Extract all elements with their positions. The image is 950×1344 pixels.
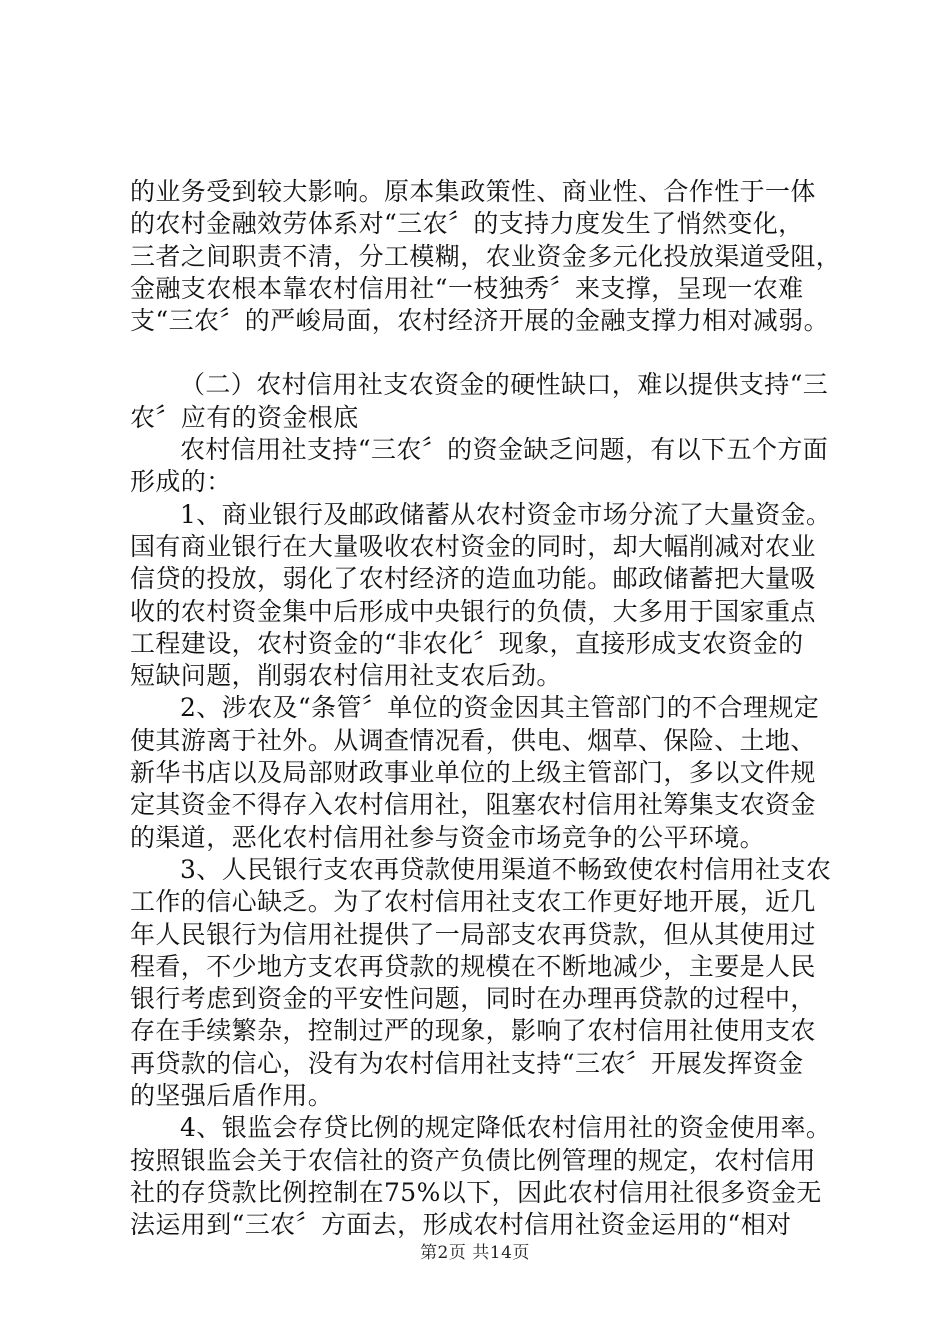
page-footer: 第2页 共14页: [420, 1243, 530, 1263]
text-line: 存在手续繁杂，控制过严的现象，影响了农村信用社使用支农: [130, 1016, 816, 1046]
text-line: 定其资金不得存入农村信用社，阻塞农村信用社筹集支农资金: [130, 790, 816, 820]
text-line: 3、人民银行支农再贷款使用渠道不畅致使农村信用社支农: [180, 854, 832, 884]
text-line: 2、涉农及“条管〞单位的资金因其主管部门的不合理规定: [180, 693, 820, 723]
text-line: 4、银监会存贷比例的规定降低农村信用社的资金使用率。: [180, 1113, 832, 1143]
text-line: 收的农村资金集中后形成中央银行的负债，大多用于国家重点: [130, 596, 816, 626]
text-line: 工程建设，农村资金的“非农化〞现象，直接形成支农资金的: [130, 628, 804, 658]
text-line: 新华书店以及局部财政事业单位的上级主管部门，多以文件规: [130, 758, 816, 788]
text-line: 工作的信心缺乏。为了农村信用社支农工作更好地开展，近几: [130, 887, 816, 917]
text-line: 三者之间职责不清，分工模糊，农业资金多元化投放渠道受阻，: [130, 241, 842, 271]
text-line: 按照银监会关于农信社的资产负债比例管理的规定，农村信用: [130, 1145, 816, 1175]
text-line: 形成的：: [130, 467, 232, 497]
list-item-1: [130, 499, 830, 693]
list-item-4: [130, 1112, 830, 1241]
text-line: 年人民银行为信用社提供了一局部支农再贷款，但从其使用过: [130, 919, 816, 949]
text-line: 的渠道，恶化农村信用社参与资金市场竞争的公平环境。: [130, 822, 766, 852]
heading-line: 农〞应有的资金根底: [130, 402, 359, 432]
text-line: 程看，不少地方支农再贷款的规模在不断地减少，主要是人民: [130, 951, 816, 981]
text-line: 信贷的投放，弱化了农村经济的造血功能。邮政储蓄把大量吸: [130, 564, 816, 594]
text-line: 1、商业银行及邮政储蓄从农村资金市场分流了大量资金。: [180, 499, 832, 529]
text-line: 农村信用社支持“三农〞的资金缺乏问题，有以下五个方面: [180, 435, 829, 465]
text-line: 的坚强后盾作用。: [130, 1081, 334, 1111]
paragraph-continuation: [130, 176, 842, 337]
text-line: 银行考虑到资金的平安性问题，同时在办理再贷款的过程中，: [130, 984, 816, 1014]
text-line: 再贷款的信心，没有为农村信用社支持“三农〞开展发挥资金: [130, 1048, 804, 1078]
text-line: 短缺问题，削弱农村信用社支农后劲。: [130, 661, 562, 691]
text-line: 的农村金融效劳体系对“三农〞的支持力度发生了悄然变化，: [130, 209, 804, 239]
paragraph-gap: [130, 337, 830, 369]
paragraph-intro: [130, 434, 830, 499]
heading-line: （二）农村信用社支农资金的硬性缺口，难以提供支持“三: [180, 370, 829, 400]
document-body: [130, 176, 842, 1242]
text-line: 使其游离于社外。从调查情况看，供电、烟草、保险、土地、: [130, 725, 816, 755]
text-line: 社的存贷款比例控制在75%以下，因此农村信用社很多资金无: [130, 1177, 822, 1207]
text-line: 支“三农〞的严峻局面，农村经济开展的金融支撑力相对减弱。: [130, 306, 829, 336]
text-line: 的业务受到较大影响。原本集政策性、商业性、合作性于一体: [130, 177, 816, 206]
text-line: 国有商业银行在大量吸收农村资金的同时，却大幅削减对农业: [130, 531, 816, 561]
list-item-3: [130, 854, 830, 1112]
list-item-2: [130, 692, 830, 853]
section-heading: [130, 369, 830, 434]
text-line: 法运用到“三农〞方面去，形成农村信用社资金运用的“相对: [130, 1210, 792, 1240]
text-line: 金融支农根本靠农村信用社“一枝独秀〞来支撑，呈现一农难: [130, 273, 804, 303]
